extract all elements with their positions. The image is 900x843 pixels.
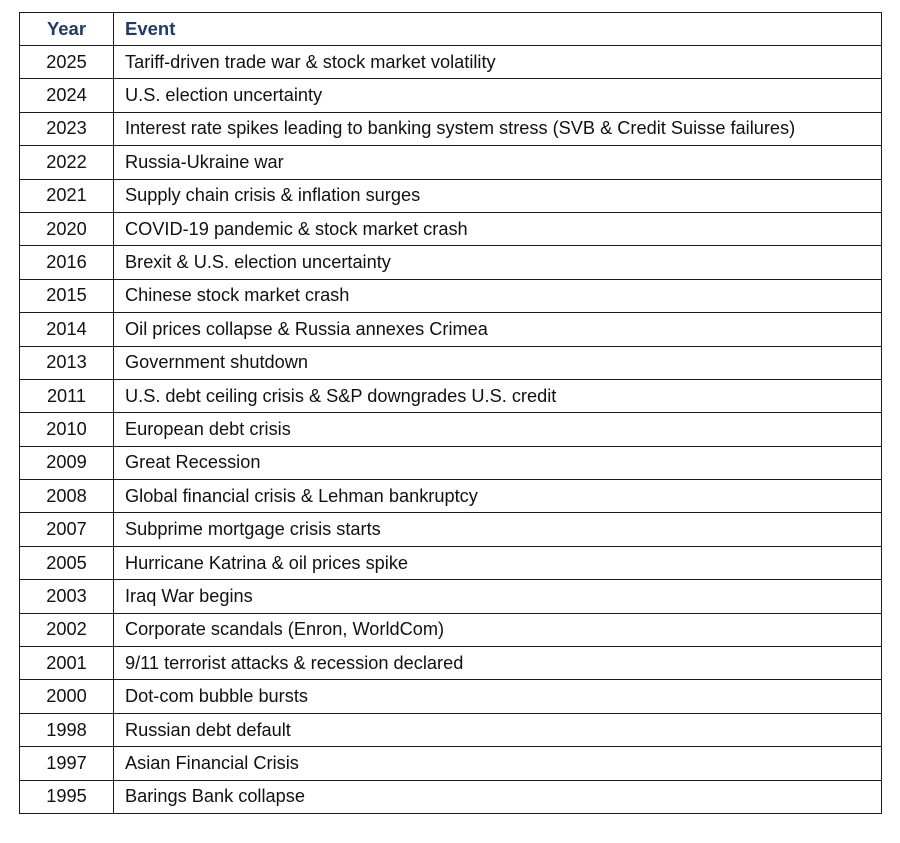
event-cell: Tariff-driven trade war & stock market volatility [114, 46, 882, 79]
table-row [20, 613, 882, 646]
year-cell: 2000 [20, 680, 114, 713]
table-row [20, 513, 882, 546]
year-cell: 2001 [20, 647, 114, 680]
table-row [20, 112, 882, 145]
event-cell: Iraq War begins [114, 580, 882, 613]
table-row [20, 46, 882, 79]
table-row [20, 780, 882, 813]
year-cell: 2003 [20, 580, 114, 613]
event-cell: Government shutdown [114, 346, 882, 379]
event-cell: Global financial crisis & Lehman bankruptcy [114, 480, 882, 513]
table-row [20, 647, 882, 680]
year-cell: 2016 [20, 246, 114, 279]
year-cell: 2010 [20, 413, 114, 446]
event-cell: Asian Financial Crisis [114, 747, 882, 780]
table-row [20, 413, 882, 446]
year-cell: 2011 [20, 379, 114, 412]
year-cell: 2024 [20, 79, 114, 112]
year-cell: 2014 [20, 313, 114, 346]
event-cell: Interest rate spikes leading to banking system stress (SVB & Credit Suisse failures) [114, 112, 882, 145]
event-cell: 9/11 terrorist attacks & recession declared [114, 647, 882, 680]
event-cell: Corporate scandals (Enron, WorldCom) [114, 613, 882, 646]
year-cell: 1998 [20, 713, 114, 746]
event-cell: COVID-19 pandemic & stock market crash [114, 212, 882, 245]
table-row [20, 480, 882, 513]
year-cell: 2025 [20, 46, 114, 79]
event-cell: Subprime mortgage crisis starts [114, 513, 882, 546]
event-cell: Russian debt default [114, 713, 882, 746]
event-cell: Barings Bank collapse [114, 780, 882, 813]
year-cell: 2013 [20, 346, 114, 379]
table-row [20, 713, 882, 746]
year-cell: 2020 [20, 212, 114, 245]
table-row [20, 179, 882, 212]
events-table [19, 12, 882, 814]
table-row [20, 580, 882, 613]
table-row [20, 346, 882, 379]
event-cell: Supply chain crisis & inflation surges [114, 179, 882, 212]
year-cell: 2008 [20, 480, 114, 513]
event-cell: Great Recession [114, 446, 882, 479]
table-row [20, 446, 882, 479]
table-row [20, 212, 882, 245]
event-cell: Russia-Ukraine war [114, 146, 882, 179]
table-body [20, 46, 882, 814]
table-row [20, 546, 882, 579]
year-cell: 2009 [20, 446, 114, 479]
year-cell: 2015 [20, 279, 114, 312]
year-cell: 2002 [20, 613, 114, 646]
year-column-header: Year [20, 13, 114, 46]
event-cell: Oil prices collapse & Russia annexes Crimea [114, 313, 882, 346]
table-header-row [20, 13, 882, 46]
year-cell: 2021 [20, 179, 114, 212]
table-row [20, 146, 882, 179]
table-row [20, 313, 882, 346]
year-cell: 2007 [20, 513, 114, 546]
table-row [20, 246, 882, 279]
table-row [20, 680, 882, 713]
event-cell: European debt crisis [114, 413, 882, 446]
table-row [20, 379, 882, 412]
year-cell: 1997 [20, 747, 114, 780]
event-column-header: Event [114, 13, 882, 46]
year-cell: 2023 [20, 112, 114, 145]
event-cell: Hurricane Katrina & oil prices spike [114, 546, 882, 579]
table-row [20, 747, 882, 780]
event-cell: Dot-com bubble bursts [114, 680, 882, 713]
year-cell: 1995 [20, 780, 114, 813]
event-cell: U.S. debt ceiling crisis & S&P downgrades U.S. credit [114, 379, 882, 412]
table-row [20, 279, 882, 312]
event-cell: Brexit & U.S. election uncertainty [114, 246, 882, 279]
event-cell: Chinese stock market crash [114, 279, 882, 312]
event-cell: U.S. election uncertainty [114, 79, 882, 112]
year-cell: 2005 [20, 546, 114, 579]
table-row [20, 79, 882, 112]
year-cell: 2022 [20, 146, 114, 179]
